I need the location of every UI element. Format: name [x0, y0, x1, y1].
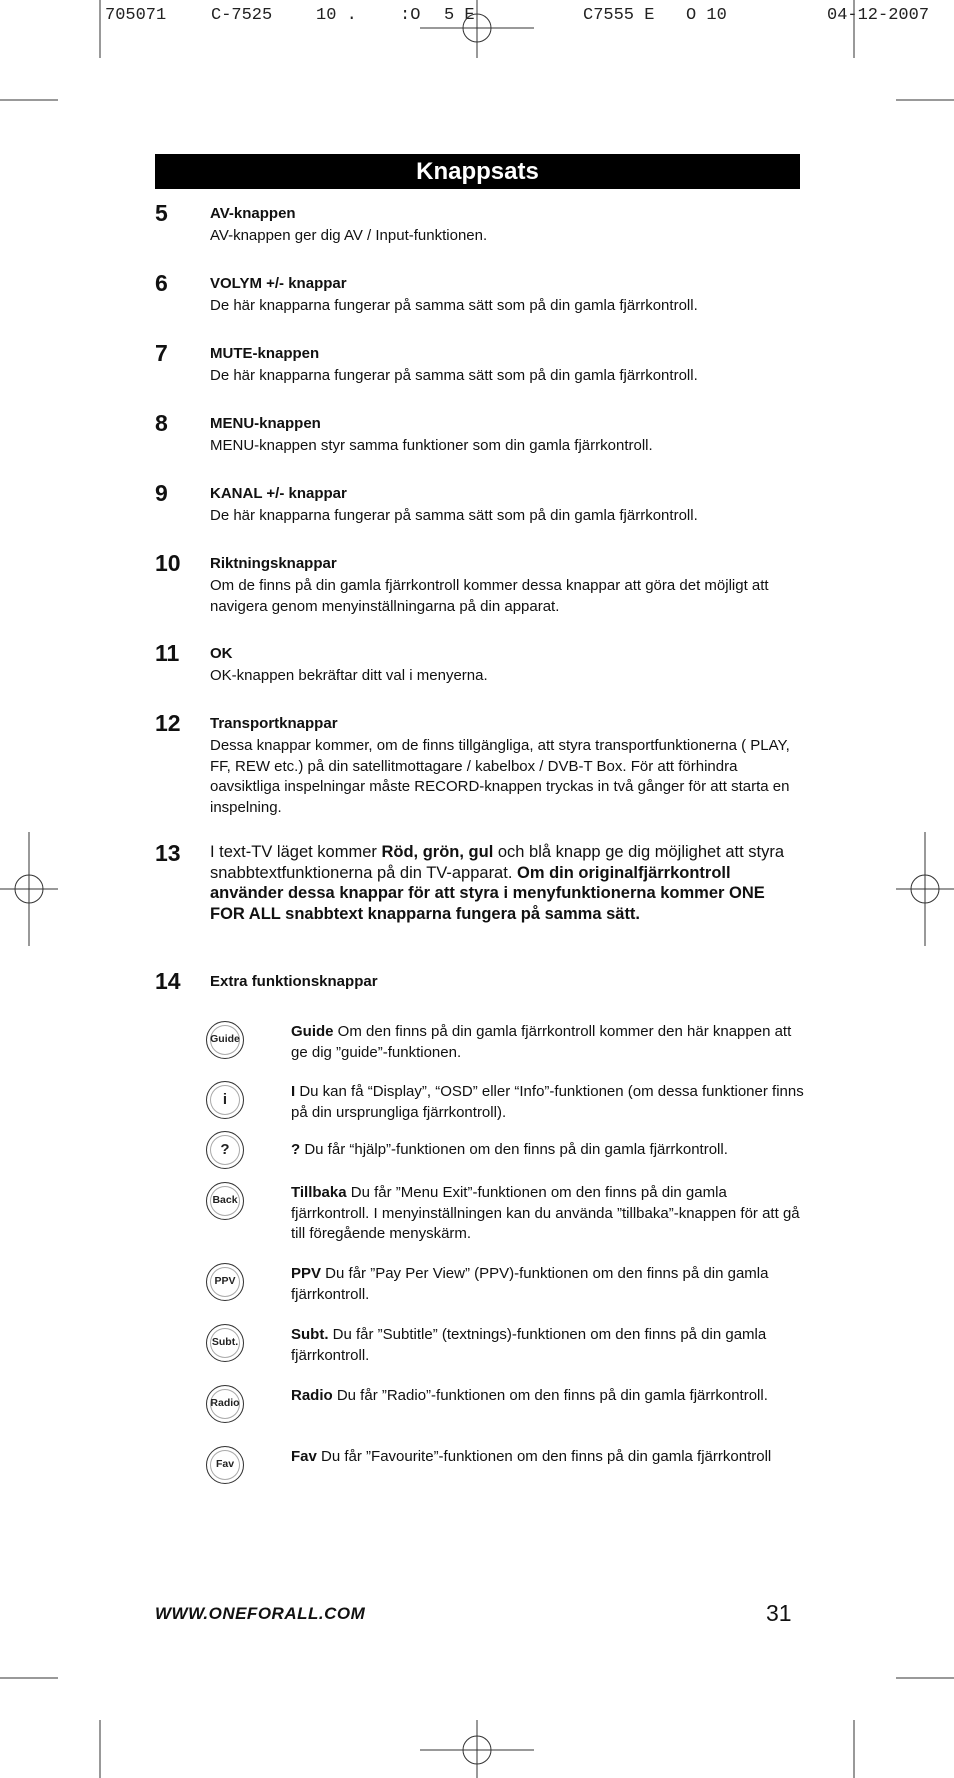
function-text: Du kan få “Display”, “OSD” eller “Info”-funktionen (om dessa funktioner finns på din ursprungliga fjärrkontroll). [291, 1083, 804, 1121]
function-label: Guide [291, 1023, 334, 1040]
item-heading: Riktningsknappar [210, 555, 337, 572]
item-heading: Extra funktionsknappar [210, 973, 378, 990]
print-code: C7555 E [583, 6, 655, 25]
radio-button-icon: Radio [206, 1385, 244, 1423]
item-heading: MENU-knappen [210, 415, 321, 432]
item-text: De här knapparna fungerar på samma sätt som på din gamla fjärrkontroll. [210, 507, 698, 524]
item-heading: KANAL +/- knappar [210, 485, 347, 502]
text-emphasis: Röd, grön, gul [381, 843, 494, 861]
page-number: 31 [766, 1600, 792, 1626]
item-text: OK-knappen bekräftar ditt val i menyerna. [210, 667, 488, 684]
item-heading: VOLYM +/- knappar [210, 275, 347, 292]
text-segment: och blå knapp ge dig möjlighet att styra snabbtextfunktionerna på din TV-apparat. [210, 843, 785, 882]
function-description [291, 1325, 806, 1366]
function-label: PPV [291, 1265, 322, 1282]
item-number: 12 [155, 710, 181, 736]
function-text: Om den finns på din gamla fjärrkontroll kommer den här knappen att ge dig ”guide”-funktionen. [291, 1023, 792, 1061]
print-date: 04-12-2007 [827, 6, 930, 25]
function-text: Du får ”Menu Exit”-funktionen om den finns på din gamla fjärrkontroll. I menyinställningen kan du använda ”tillbaka”-knappen för att gå till föregående menyskärm. [291, 1184, 800, 1242]
print-code: O 10 [686, 6, 727, 25]
subtitle-button-icon: Subt. [206, 1324, 244, 1362]
item-number: 10 [155, 550, 181, 576]
item-number: 8 [155, 410, 168, 436]
item-heading: OK [210, 645, 233, 662]
back-button-icon: Back [206, 1182, 244, 1220]
print-code: C-7525 [211, 6, 273, 25]
text-emphasis: Om din originalfjärrkontroll använder dessa knappar för att styra i menyfunktionerna kommer ONE FOR ALL snabbtext knapparna fungera på samma sätt. [210, 863, 765, 923]
item-heading: AV-knappen [210, 205, 296, 222]
function-label: Subt. [291, 1326, 329, 1343]
item-text: De här knapparna fungerar på samma sätt som på din gamla fjärrkontroll. [210, 297, 698, 314]
function-description [291, 1183, 806, 1245]
item-text: Om de finns på din gamla fjärrkontroll kommer dessa knappar att göra det möjligt att navigera genom menyinställningarna på din apparat. [210, 577, 769, 615]
print-code: 5 E [444, 6, 475, 25]
print-code: 705071 [105, 6, 167, 25]
item-text: De här knapparna fungerar på samma sätt som på din gamla fjärrkontroll. [210, 367, 698, 384]
guide-button-icon: Guide [206, 1021, 244, 1059]
function-label: Tillbaka [291, 1184, 347, 1201]
help-button-icon: ? [206, 1131, 244, 1169]
function-description [291, 1264, 806, 1305]
function-text: Du får ”Favourite”-funktionen om den finns på din gamla fjärrkontroll [316, 1448, 772, 1465]
function-text: Du får ”Radio”-funktionen om den finns på din gamla fjärrkontroll. [332, 1387, 768, 1404]
function-label: Radio [291, 1387, 333, 1404]
fav-button-icon: Fav [206, 1446, 244, 1484]
function-label: ? [291, 1141, 301, 1158]
item-number: 9 [155, 480, 168, 506]
function-description [291, 1140, 806, 1161]
function-label: Fav [291, 1448, 317, 1465]
text-segment: I text-TV läget kommer [210, 843, 382, 861]
item-heading: MUTE-knappen [210, 345, 320, 362]
function-description [291, 1082, 806, 1123]
item-number: 7 [155, 340, 168, 366]
print-code: :O [400, 6, 421, 25]
item-text: MENU-knappen styr samma funktioner som din gamla fjärrkontroll. [210, 437, 653, 454]
function-description [291, 1447, 806, 1468]
function-description [291, 1022, 806, 1063]
item-number: 5 [155, 200, 168, 226]
ppv-button-icon: PPV [206, 1263, 244, 1301]
item-text [210, 842, 800, 924]
item-number: 14 [155, 968, 181, 994]
item-text: Dessa knappar kommer, om de finns tillgängliga, att styra transportfunktionerna ( PLAY, FF, REW etc.) på din satellitmottagare / kabelbox / DVB-T Box. För att förhindra oavsiktliga inspelningar måste RECORD-knappen tryckas in två gånger för att starta en inspelning. [210, 737, 790, 816]
function-text: Du får ”Subtitle” (textnings)-funktionen om den finns på din gamla fjärrkontroll. [291, 1326, 767, 1364]
page-title: Knappsats [155, 154, 800, 189]
function-text: Du får ”Pay Per View” (PPV)-funktionen om den finns på din gamla fjärrkontroll. [291, 1265, 769, 1303]
function-label: I [291, 1083, 296, 1100]
function-text: Du får “hjälp”-funktionen om den finns på din gamla fjärrkontroll. [300, 1141, 728, 1158]
item-heading: Transportknappar [210, 715, 338, 732]
info-button-icon: i [206, 1081, 244, 1119]
item-number: 11 [155, 640, 180, 666]
function-description [291, 1386, 806, 1407]
footer-url: WWW.ONEFORALL.COM [155, 1604, 366, 1623]
print-code: 10 . [316, 6, 357, 25]
item-number: 6 [155, 270, 168, 296]
item-text: AV-knappen ger dig AV / Input-funktionen. [210, 227, 488, 244]
item-number: 13 [155, 840, 181, 866]
